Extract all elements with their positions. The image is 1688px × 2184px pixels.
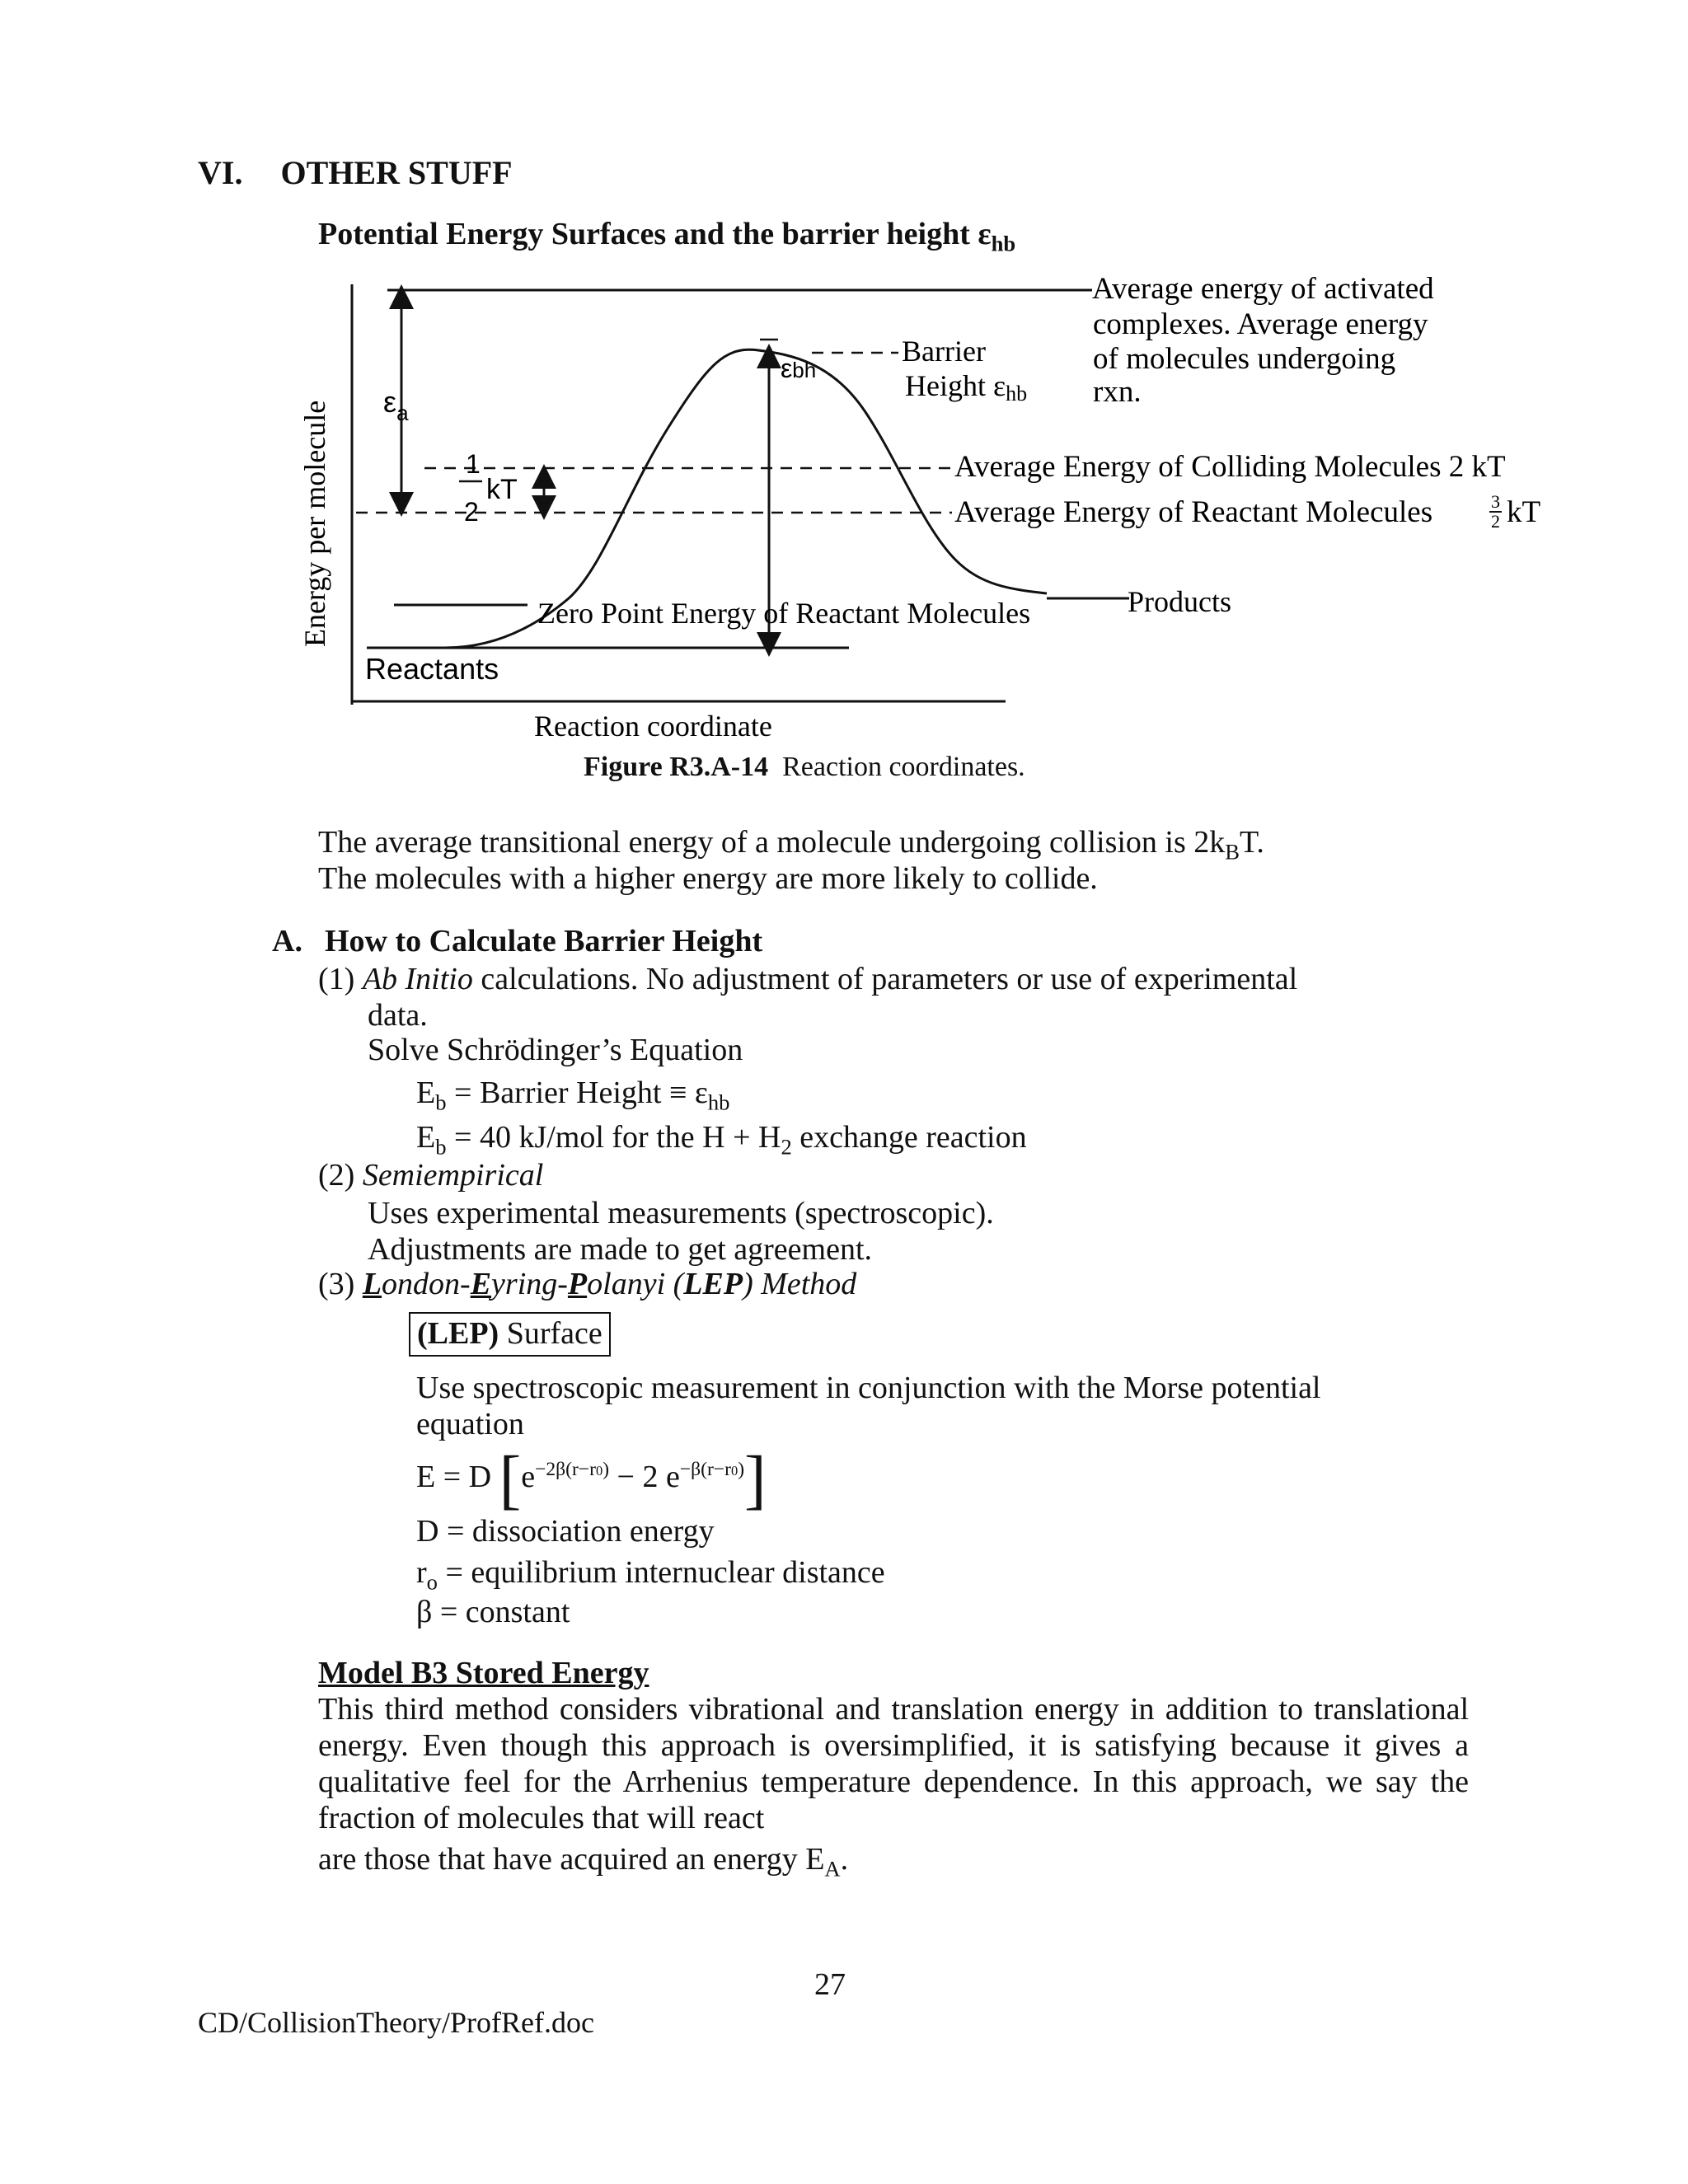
avg-colliding-label: Average Energy of Colliding Molecules 2 kT (954, 450, 1506, 484)
reaction-coordinate-figure (0, 0, 1688, 808)
ebh-symbol: εbh (781, 354, 817, 383)
page-number: 27 (814, 1967, 846, 2002)
pes-title: Potential Energy Surfaces and the barrier height $\varepsilon_{hb}$ (318, 217, 1016, 256)
caption-text: Reaction coordinates. (782, 752, 1025, 782)
item-3: (3) London-Eyring-Polanyi (LEP) Method (318, 1267, 857, 1301)
reactants-label: Reactants (365, 652, 499, 686)
half-kt-unit: kT (486, 474, 518, 505)
barrier-label-1: Barrier (902, 335, 986, 368)
def-beta: β = constant (416, 1595, 570, 1629)
barrier-label-2: Height εhb (905, 369, 1028, 405)
model-last-line: are those that have acquired an energy $E_A$. (318, 1842, 849, 1882)
footer-path: CD/CollisionTheory/ProfRef.doc (198, 2006, 594, 2039)
intro-line-1: The average transitional energy of a molecule undergoing collision is $2k_BT$. (318, 825, 1264, 865)
avg-activated-1: Average energy of activated (1092, 272, 1434, 306)
def-r0: $r_o$ = equilibrium internuclear distance (416, 1555, 885, 1595)
def-d: D = dissociation energy (416, 1514, 715, 1549)
half-kt-num: 1 (466, 449, 481, 479)
item-2-line-2: Adjustments are made to get agreement. (368, 1232, 873, 1267)
intro-line-2: The molecules with a higher energy are more likely to collide. (318, 861, 1098, 896)
avg-activated-2: complexes. Average energy (1093, 307, 1428, 341)
morse-line-2: equation (416, 1407, 524, 1441)
figure-caption (584, 752, 1025, 783)
x-axis-label: Reaction coordinate (534, 710, 772, 743)
section-number: VI. (198, 154, 243, 191)
item-1-solve: Solve Schrödinger’s Equation (368, 1033, 743, 1067)
section-a-heading: A. How to Calculate Barrier Height (272, 924, 763, 958)
avg-activated-4: rxn. (1093, 375, 1142, 409)
half-kt-den: 2 (464, 497, 479, 527)
avg-reactant-num: 3 (1491, 491, 1500, 512)
products-label: Products (1128, 585, 1231, 618)
item-1: (1) Ab Initio calculations. No adjustment of parameters or use of experimental (318, 962, 1298, 996)
model-heading: Model B3 Stored Energy (318, 1656, 649, 1690)
item-1-cont: data. (368, 998, 428, 1033)
item-2-line-1: Uses experimental measurements (spectroscopic). (368, 1196, 994, 1230)
zero-point-label: Zero Point Energy of Reactant Molecules (537, 597, 1031, 630)
eq-barrier-height: $E_b$ = Barrier Height ≡ $\varepsilon_{hb}$ (416, 1076, 730, 1115)
avg-reactant-den: 2 (1491, 511, 1500, 532)
avg-activated-3: of molecules undergoing (1093, 342, 1396, 376)
section-title: OTHER STUFF (280, 154, 513, 191)
avg-reactant-unit: kT (1507, 495, 1541, 529)
ea-symbol: $\varepsilon_a$ (383, 385, 409, 425)
avg-reactant-label: Average Energy of Reactant Molecules (954, 495, 1433, 529)
item-2: (2) Semiempirical (318, 1158, 544, 1193)
caption-label: Figure R3.A-14 (584, 752, 769, 782)
morse-line-1: Use spectroscopic measurement in conjunction with the Morse potential (416, 1371, 1321, 1405)
lep-surface-box: (LEP) Surface (409, 1312, 611, 1357)
eq-40kj: $E_b = 40$ kJ/mol for the $H + H_2$ exchange reaction (416, 1120, 1027, 1160)
y-axis-label: Energy per molecule (298, 400, 331, 647)
morse-equation: E = D [$e^{-2\beta(r-r0)} - 2$ $e^{-\beta(r-r0)}$] (416, 1443, 767, 1516)
model-paragraph: This third method considers vibrational and translation energy in addition to translational energy. Even though this approach is oversimplified, it is satisfying because it gives a qualitative feel for the Arrhenius temperature dependence. In this approach, we say the fraction of molecules that will react (318, 1692, 1469, 1835)
